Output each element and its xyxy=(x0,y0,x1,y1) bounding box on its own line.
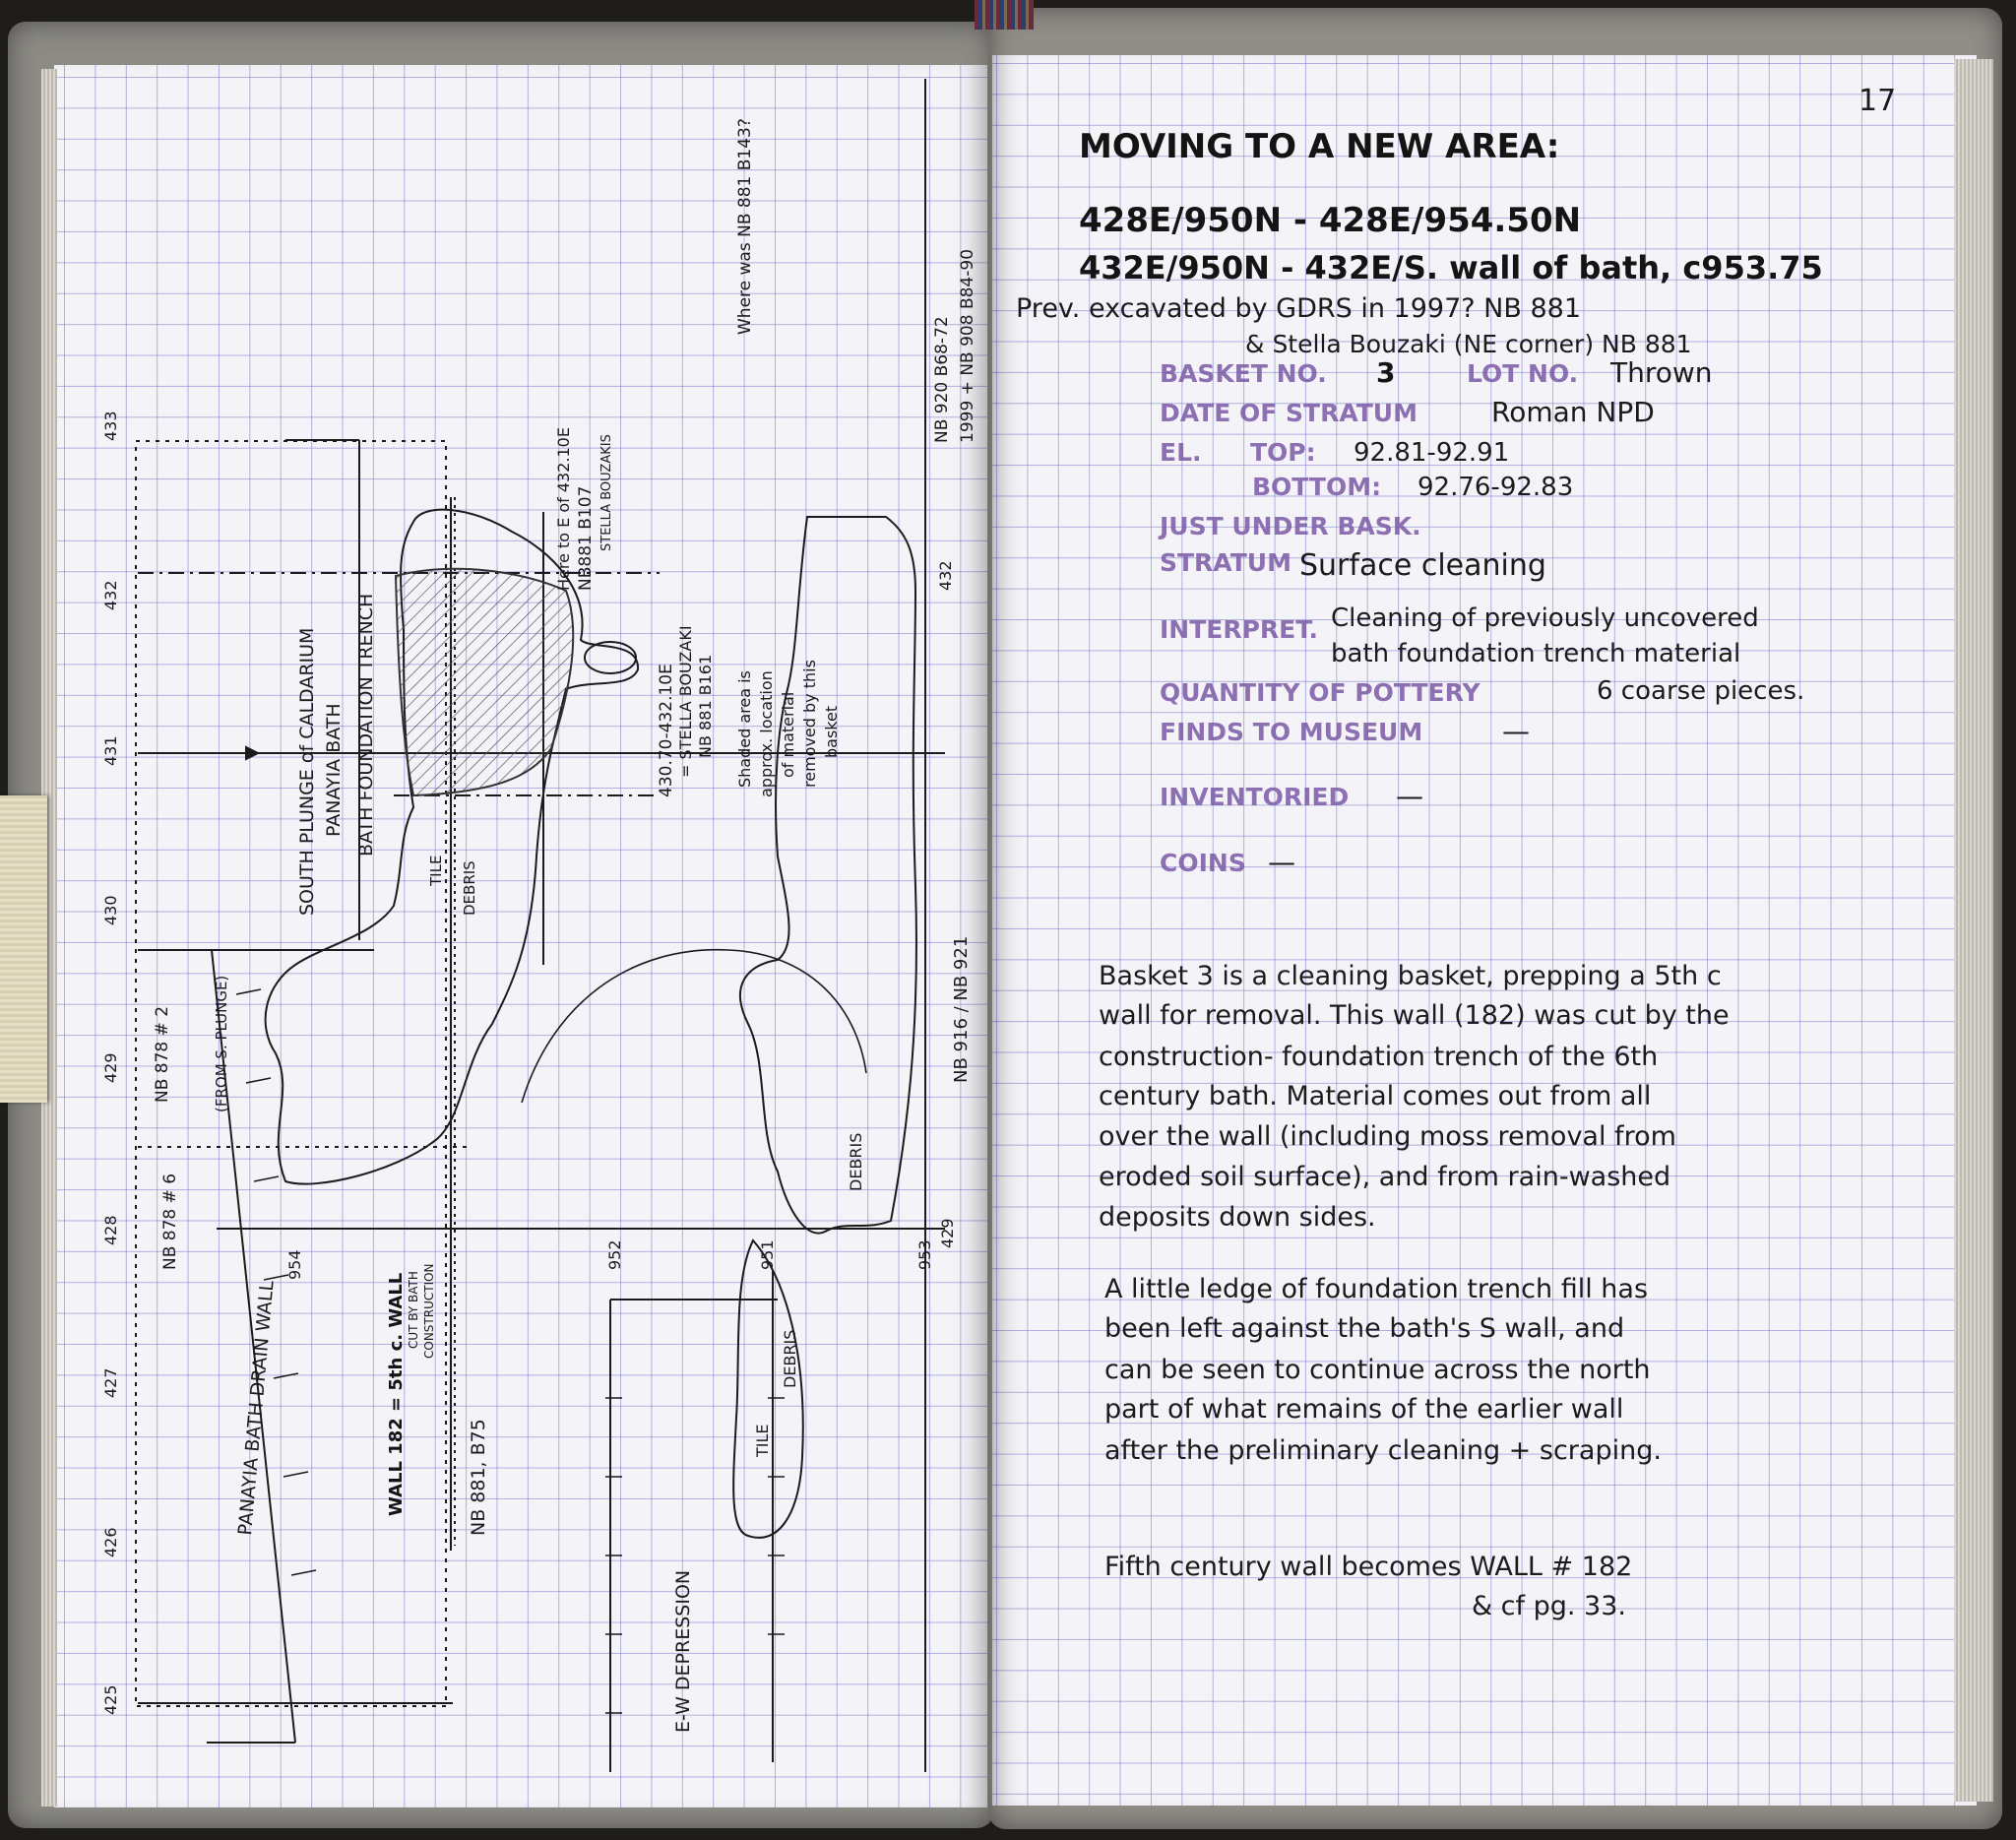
stamped-form xyxy=(1158,356,1804,878)
notes-paragraph-1 xyxy=(1099,961,1730,1233)
construction-label: CONSTRUCTION xyxy=(422,1263,436,1359)
interpret-value-1: Cleaning of previously uncovered xyxy=(1331,603,1759,633)
shaded-removed-area xyxy=(396,569,573,795)
lot-no-label: LOT NO. xyxy=(1467,359,1579,388)
axis-label-431: 431 xyxy=(101,735,120,766)
shaded-note-5: basket xyxy=(822,705,841,758)
note-2-line-5: after the preliminary cleaning + scraping. xyxy=(1104,1435,1662,1466)
drain-wall-label: PANAYIA BATH DRAIN WALL xyxy=(234,1279,279,1537)
inventoried-label: INVENTORIED xyxy=(1160,783,1350,811)
finds-value: — xyxy=(1502,715,1530,747)
axis-label-425: 425 xyxy=(101,1684,120,1715)
note-2-line-1: A little ledge of foundation trench fill has xyxy=(1104,1274,1649,1304)
coins-value: — xyxy=(1268,846,1295,878)
debris-label-strip: DEBRIS xyxy=(781,1329,799,1388)
basket-no-label: BASKET NO. xyxy=(1160,359,1327,388)
date-stratum-value: Roman NPD xyxy=(1491,396,1655,428)
where-was-label: Where was NB 881 B143? xyxy=(735,118,755,335)
axis-label-426: 426 xyxy=(101,1527,120,1557)
coins-label: COINS xyxy=(1160,849,1246,877)
pottery-value: 6 coarse pieces. xyxy=(1597,676,1805,706)
interpret-value-2: bath foundation trench material xyxy=(1331,639,1741,668)
note-2-line-2: been left against the bath's S wall, and xyxy=(1104,1313,1625,1344)
el-label: EL. xyxy=(1160,438,1202,467)
ew-depression-label: E-W DEPRESSION xyxy=(672,1569,694,1733)
nb878-2-label: NB 878 # 2 xyxy=(153,1005,172,1103)
panayia-bath-label: PANAYIA BATH xyxy=(323,703,345,837)
pottery-label: QUANTITY OF POTTERY xyxy=(1160,678,1480,707)
note-3-line-1: Fifth century wall becomes WALL # 182 xyxy=(1104,1552,1633,1582)
note-2-line-4: part of what remains of the earlier wall xyxy=(1104,1394,1624,1425)
page-number: 17 xyxy=(1858,84,1897,118)
tile-label: TILE xyxy=(427,855,445,886)
coord-line-1: 428E/950N - 428E/954.50N xyxy=(1079,201,1582,240)
axis-label-427: 427 xyxy=(101,1367,120,1398)
grid-label-432-right: 432 xyxy=(936,560,955,591)
basket-no-value: 3 xyxy=(1376,356,1396,389)
stratum-label: STRATUM xyxy=(1160,548,1292,577)
grid-label-953: 953 xyxy=(915,1239,934,1270)
grid-label-954: 954 xyxy=(285,1249,304,1280)
entry-heading: MOVING TO A NEW AREA: xyxy=(1079,127,1560,166)
stella-line: & Stella Bouzaki (NE corner) NB 881 xyxy=(1245,330,1692,358)
here-to-label: Here to E of 432.10E xyxy=(554,427,573,591)
top-label: TOP: xyxy=(1250,438,1316,467)
from-plunge-label: (FROM S. PLUNGE) xyxy=(213,975,230,1112)
arrow-head-icon xyxy=(246,747,258,759)
note-1-line-2: wall for removal. This wall (182) was cut by the xyxy=(1099,1000,1730,1031)
notes-paragraph-2 xyxy=(1104,1274,1662,1466)
date-stratum-label: DATE OF STRATUM xyxy=(1160,399,1418,427)
axis-label-430: 430 xyxy=(101,895,120,925)
interpret-label: INTERPRET. xyxy=(1160,615,1319,644)
note-1-line-5: over the wall (including moss removal from xyxy=(1099,1121,1676,1152)
nb878-6-label: NB 878 # 6 xyxy=(160,1173,180,1270)
curved-wall-arc xyxy=(522,950,866,1103)
note-1-line-6: eroded soil surface), and from rain-washed xyxy=(1099,1162,1671,1192)
nb881-b107-label: NB881 B107 xyxy=(576,485,596,591)
bottom-label: BOTTOM: xyxy=(1252,473,1382,501)
notes-paragraph-3 xyxy=(1104,1552,1632,1621)
south-plunge-label: SOUTH PLUNGE of CALDARIUM xyxy=(296,627,318,916)
note-1-line-1: Basket 3 is a cleaning basket, prepping a 5th c xyxy=(1099,961,1722,991)
shaded-note-2: approx. location xyxy=(757,670,776,797)
inventoried-value: — xyxy=(1396,780,1423,812)
east-area-outline xyxy=(740,517,916,1234)
top-value: 92.81-92.91 xyxy=(1354,438,1510,468)
debris-label: DEBRIS xyxy=(461,860,478,916)
nb916-label: NB 916 / NB 921 xyxy=(951,935,972,1083)
stratum-value: Surface cleaning xyxy=(1299,548,1546,583)
tile-label-strip: TILE xyxy=(753,1424,772,1457)
coord-line-2: 432E/950N - 432E/S. wall of bath, c953.75 xyxy=(1079,249,1823,286)
finds-label: FINDS TO MUSEUM xyxy=(1160,718,1423,746)
axis-label-433: 433 xyxy=(101,411,120,441)
nb881-b75-label: NB 881, B75 xyxy=(468,1419,489,1536)
axis-label-429: 429 xyxy=(101,1052,120,1083)
grid-label-429-right: 429 xyxy=(938,1218,957,1248)
note-1-line-4: century bath. Material comes out from all xyxy=(1099,1081,1652,1111)
nb908-label: 1999 + NB 908 B84-90 xyxy=(958,248,977,443)
prev-excavated-line: Prev. excavated by GDRS in 1997? NB 881 xyxy=(1016,293,1582,324)
nb920-label: NB 920 B68-72 xyxy=(932,316,952,443)
just-under-label: JUST UNDER BASK. xyxy=(1160,512,1421,540)
shaded-note-1: Shaded area is xyxy=(735,670,754,788)
note-2-line-3: can be seen to continue across the north xyxy=(1104,1355,1651,1385)
cut-by-label: CUT BY BATH xyxy=(407,1271,420,1349)
bottom-value: 92.76-92.83 xyxy=(1418,473,1574,502)
note-1-line-7: deposits down sides. xyxy=(1099,1202,1376,1233)
nb881-b161-label: NB 881 B161 xyxy=(696,654,715,758)
shaded-note-4: removed by this xyxy=(800,660,819,788)
grid-label-952: 952 xyxy=(605,1239,624,1270)
axis-label-432: 432 xyxy=(101,580,120,610)
wall-182-label: WALL 182 = 5th c. WALL xyxy=(386,1272,407,1516)
debris-label-east: DEBRIS xyxy=(847,1132,865,1191)
stella-bouzaki-label: = STELLA BOUZAKI xyxy=(676,625,695,778)
shaded-note-3: of material xyxy=(779,691,797,778)
note-3-line-2: & cf pg. 33. xyxy=(1472,1591,1626,1621)
note-1-line-3: construction- foundation trench of the 6th xyxy=(1099,1042,1659,1072)
lot-no-value: Thrown xyxy=(1610,356,1713,389)
stella-b-label: STELLA BOUZAKIS xyxy=(599,434,614,551)
sketch-annotations xyxy=(153,118,977,1733)
axis-label-428: 428 xyxy=(101,1215,120,1245)
entry-header xyxy=(1016,127,1823,358)
coord-note-label: 430.70-432.10E xyxy=(657,664,676,797)
grid-label-951: 951 xyxy=(758,1239,777,1270)
bath-foundation-label: BATH FOUNDATION TRENCH xyxy=(355,593,377,857)
